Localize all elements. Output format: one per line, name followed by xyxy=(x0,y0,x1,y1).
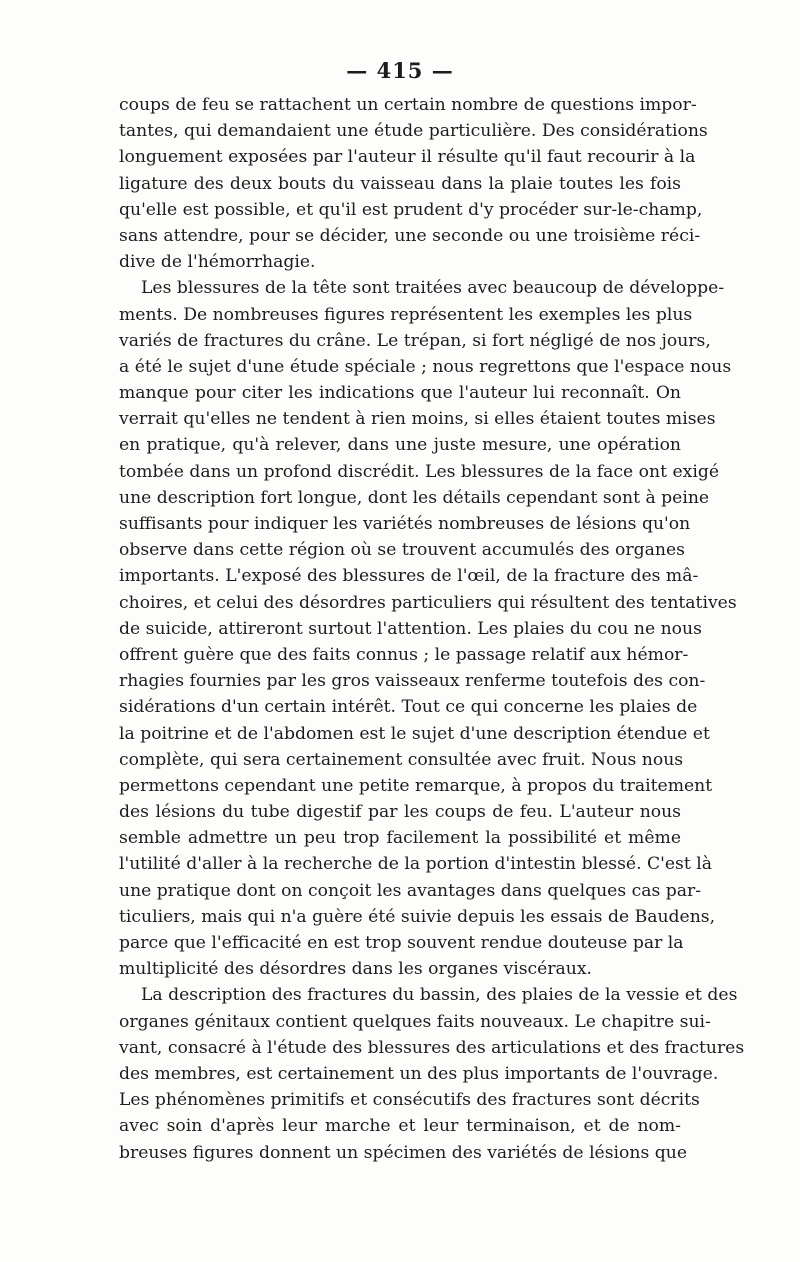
text-line: la poitrine et de l'abdomen est le sujet d'une description étendue et xyxy=(119,723,710,744)
body-text xyxy=(119,92,745,1166)
text-line: importants. L'exposé des blessures de l'œil, de la fracture des mâ- xyxy=(119,566,699,587)
text-line: rhagies fournies par les gros vaisseaux renferme toutefois des con- xyxy=(119,671,706,692)
text-line: semble admettre un peu trop facilement la possibilité et même xyxy=(119,828,681,849)
text-line: coups de feu se rattachent un certain nombre de questions impor- xyxy=(119,95,697,115)
text-line: parce que l'efficacité en est trop souvent rendue douteuse par la xyxy=(119,933,684,953)
text-line: observe dans cette région où se trouvent accumulés des organes xyxy=(119,540,685,561)
page-number: — 415 — xyxy=(346,58,454,83)
paragraph xyxy=(119,92,708,275)
text-line: Les blessures de la tête sont traitées avec beaucoup de développe- xyxy=(141,278,725,299)
text-line: La description des fractures du bassin, des plaies de la vessie et des xyxy=(141,985,738,1006)
text-line: en pratique, qu'à relever, dans une juste mesure, une opération xyxy=(119,435,681,456)
text-line: qu'elle est possible, et qu'il est prudent d'y procéder sur-le-champ, xyxy=(119,199,703,220)
text-line: l'utilité d'aller à la recherche de la portion d'intestin blessé. C'est là xyxy=(119,854,712,875)
text-line: ligature des deux bouts du vaisseau dans la plaie toutes les fois xyxy=(119,173,681,194)
text-line: une pratique dont on conçoit les avantages dans quelques cas par- xyxy=(119,880,702,901)
text-line: a été le sujet d'une étude spéciale ; nous regrettons que l'espace nous xyxy=(119,356,732,377)
text-line: des membres, est certainement un des plus importants de l'ouvrage. xyxy=(119,1063,719,1084)
text-line: vant, consacré à l'étude des blessures des articulations et des fractures xyxy=(119,1037,745,1058)
text-line: organes génitaux contient quelques faits nouveaux. Le chapitre sui- xyxy=(119,1011,711,1032)
text-line: complète, qui sera certainement consultée avec fruit. Nous nous xyxy=(119,749,684,770)
text-line: ticuliers, mais qui n'a guère été suivie depuis les essais de Baudens, xyxy=(119,906,716,927)
text-line: ments. De nombreuses figures représentent les exemples les plus xyxy=(119,304,693,325)
text-line: sidérations d'un certain intérêt. Tout ce qui concerne les plaies de xyxy=(119,697,698,718)
text-line: tantes, qui demandaient une étude particulière. Des considérations xyxy=(119,121,708,142)
text-line: offrent guère que des faits connus ; le passage relatif aux hémor- xyxy=(119,644,689,665)
text-line: dive de l'hémorrhagie. xyxy=(119,252,316,273)
text-line: breuses figures donnent un spécimen des variétés de lésions que xyxy=(119,1142,687,1163)
text-line: sans attendre, pour se décider, une seconde ou une troisième réci- xyxy=(119,225,701,246)
text-line: avec soin d'après leur marche et leur terminaison, et de nom- xyxy=(119,1116,681,1137)
text-line: variés de fractures du crâne. Le trépan, si fort négligé de nos jours, xyxy=(119,330,711,351)
text-line: Les phénomènes primitifs et consécutifs des fractures sont décrits xyxy=(119,1090,700,1111)
text-line: manque pour citer les indications que l'auteur lui reconnaît. On xyxy=(119,383,681,404)
text-line: choires, et celui des désordres particuliers qui résultent des tentatives xyxy=(119,592,737,613)
text-line: multiplicité des désordres dans les organes viscéraux. xyxy=(119,959,593,980)
text-line: de suicide, attireront surtout l'attention. Les plaies du cou ne nous xyxy=(119,618,702,639)
text-line: tombée dans un profond discrédit. Les blessures de la face ont exigé xyxy=(119,461,720,482)
text-line: suffisants pour indiquer les variétés nombreuses de lésions qu'on xyxy=(119,514,691,534)
text-line: des lésions du tube digestif par les coups de feu. L'auteur nous xyxy=(119,802,681,823)
paragraph xyxy=(119,275,737,982)
text-line: une description fort longue, dont les détails cependant sont à peine xyxy=(119,487,710,508)
text-line: verrait qu'elles ne tendent à rien moins, si elles étaient toutes mises xyxy=(119,409,716,430)
text-line: longuement exposées par l'auteur il résulte qu'il faut recourir à la xyxy=(119,147,696,168)
paragraph xyxy=(119,982,745,1165)
text-line: permettons cependant une petite remarque, à propos du traitement xyxy=(119,775,713,796)
